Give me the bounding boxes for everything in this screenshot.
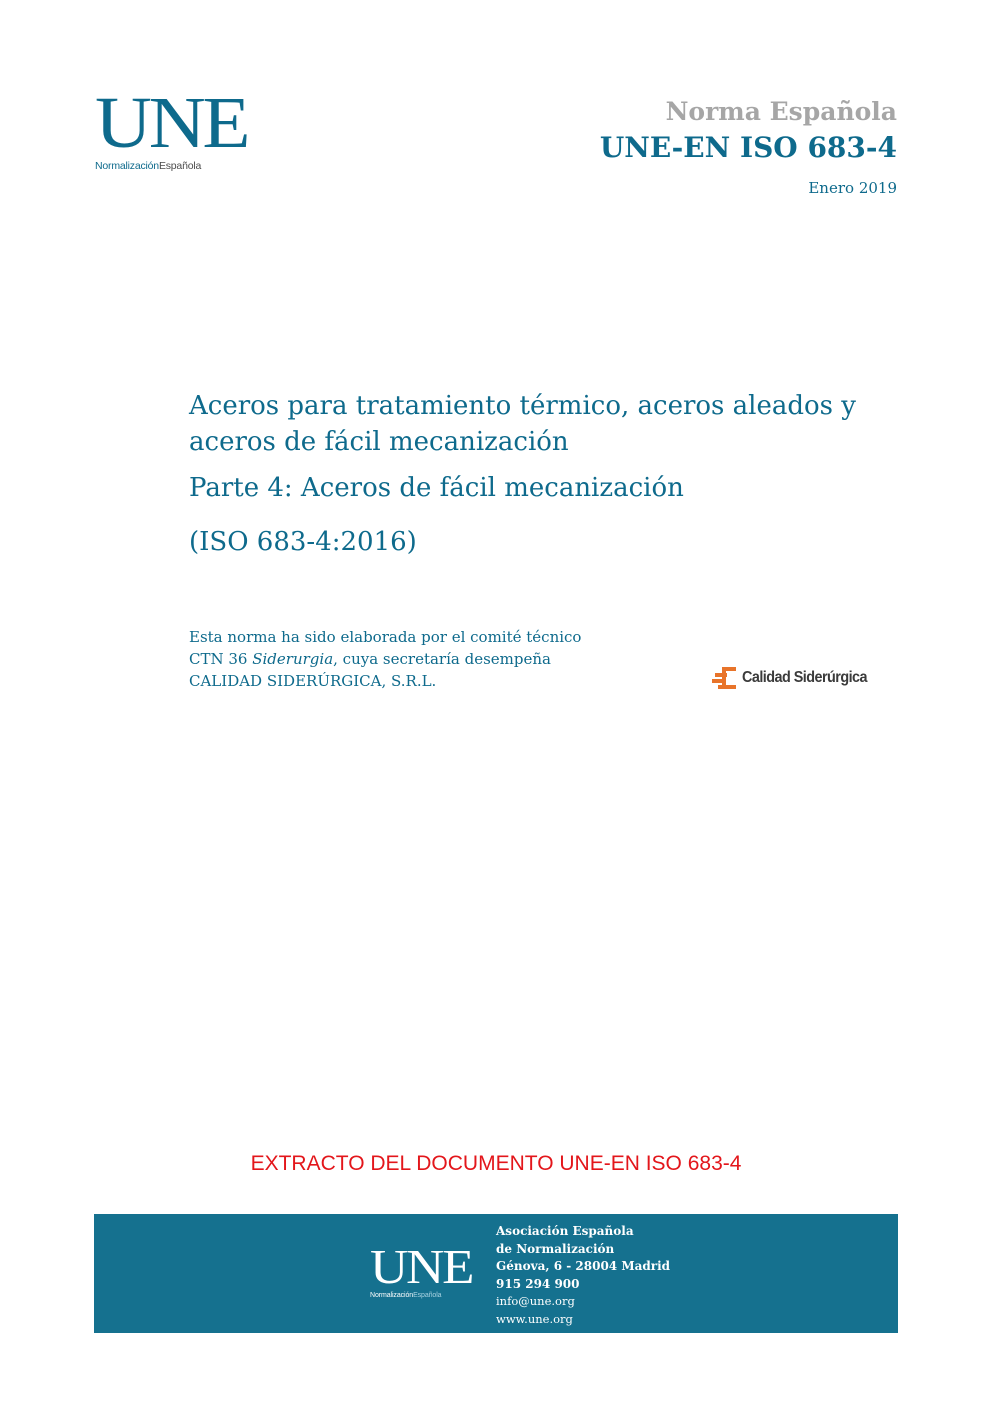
une-logo-sub-espanola: Española	[158, 160, 202, 172]
title-part: Parte 4: Aceros de fácil mecanización	[189, 473, 684, 503]
une-logo	[95, 82, 248, 172]
org-email-link[interactable]: info@une.org	[496, 1294, 575, 1308]
title-main	[189, 388, 889, 460]
committee-code: CTN 36	[189, 650, 253, 668]
title-line-1: Aceros para tratamiento térmico, aceros aleados y	[189, 391, 856, 421]
une-footer-logo-letters: UNE	[370, 1239, 473, 1294]
standard-code: UNE-EN ISO 683-4	[599, 131, 897, 164]
une-footer-sub-normalizacion: Normalización	[370, 1292, 414, 1299]
une-footer-sub-espanola: Española	[413, 1292, 442, 1299]
calidad-siderurgica-logo	[712, 664, 881, 692]
committee-line-3: CALIDAD SIDERÚRGICA, S.R.L.	[189, 672, 437, 690]
extract-notice: EXTRACTO DEL DOCUMENTO UNE-EN ISO 683-4	[250, 1152, 742, 1175]
org-phone: 915 294 900	[496, 1276, 580, 1291]
norma-espanola-label: Norma Española	[665, 97, 897, 126]
org-website-link[interactable]: www.une.org	[496, 1311, 573, 1326]
une-footer-logo	[370, 1239, 480, 1299]
footer-address	[496, 1223, 670, 1328]
committee-line-2-rest: , cuya secretaría desempeña	[333, 650, 551, 668]
une-logo-sub-normalizacion: Normalización	[95, 160, 159, 172]
title-line-2: aceros de fácil mecanización	[189, 427, 569, 457]
committee-line-1: Esta norma ha sido elaborada por el comité técnico	[189, 628, 582, 646]
une-logo-letters: UNE	[95, 82, 248, 163]
org-address: Génova, 6 - 28004 Madrid	[496, 1259, 671, 1273]
document-title	[189, 388, 889, 560]
document-header	[600, 96, 897, 198]
title-iso-reference: (ISO 683-4:2016)	[189, 527, 417, 557]
calidad-siderurgica-mark-icon	[712, 666, 738, 690]
committee-line-2	[189, 648, 659, 670]
committee-name: Siderurgia	[252, 650, 334, 668]
org-name-line-2: de Normalización	[496, 1241, 615, 1256]
publication-date: Enero 2019	[808, 179, 897, 197]
committee-statement	[189, 626, 659, 692]
org-name-line-1: Asociación Española	[496, 1224, 634, 1238]
calidad-siderurgica-text: Calidad Siderúrgica	[742, 669, 867, 686]
